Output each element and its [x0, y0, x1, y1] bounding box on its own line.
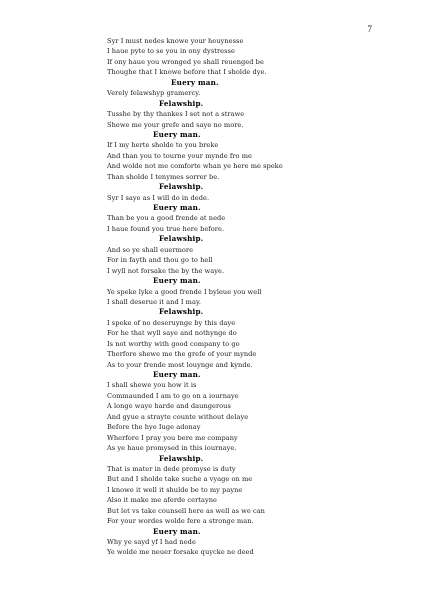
verse-line: But let vs take counsell here as well as we can: [107, 506, 265, 515]
verse-line: Ye speke lyke a good frende I byleue you well: [107, 287, 262, 296]
verse-line: I haue found you true here before.: [107, 224, 225, 233]
speaker-heading: Felawship.: [159, 234, 204, 244]
speaker-heading: Euery man.: [153, 370, 201, 379]
verse-line: Than sholde I tenymes sorrer be.: [107, 172, 220, 181]
verse-line: I shall shewe you how it is: [107, 381, 197, 390]
verse-line: Than be you a good frende at nede: [107, 214, 226, 223]
speaker-heading: Felawship.: [159, 453, 204, 463]
speaker-heading: Euery man.: [153, 129, 201, 139]
verse-line: And gyue a strayte counte without delaye: [107, 412, 249, 421]
verse-line: Is not worthy with good company to go: [107, 339, 240, 348]
verse-line: A longe waye harde and daungerous: [107, 402, 231, 411]
speaker-heading: Felawship.: [159, 182, 204, 192]
verse-line: Tusshe by thy thankes I set not a strawe: [107, 110, 245, 119]
verse-line: But and I sholde take suche a vyage on me: [107, 475, 253, 484]
speaker-heading: Euery man.: [171, 77, 219, 87]
verse-line: Before the hye Iuge adonay: [107, 423, 201, 432]
speaker-heading: Euery man.: [153, 203, 201, 212]
verse-line: Therfore shewe me the grefe of your mynde: [107, 350, 257, 359]
verse-line: Commaunded I am to go on a iournaye: [107, 391, 239, 400]
verse-line: I speke of no deseruynge by this daye: [107, 318, 236, 327]
verse-line: Thoughe that I knowe before that I sholde dye.: [107, 68, 267, 77]
verse-line: I wyll not forsake the by the waye.: [107, 266, 225, 275]
verse-line: Syr I saye as I will do in dede.: [107, 193, 210, 202]
verse-line: Syr I must nedes knowe your heuynesse: [107, 37, 244, 45]
verse-line: And so ye shall euermore: [107, 245, 194, 254]
verse-line: As to your frende most louynge and kynde.: [107, 360, 253, 369]
verse-line: For your wordes wolde fere a stronge man.: [107, 517, 254, 526]
verse-line: I haue pyte to se you in ony dystresse: [107, 47, 235, 56]
verse-line: For in fayth and thou go to hell: [107, 256, 213, 265]
verse-line: That is mater in dede promyse is duty: [107, 464, 236, 473]
speaker-heading: Euery man.: [153, 526, 201, 536]
speaker-heading: Felawship.: [159, 307, 204, 317]
verse-line: Wherfore I pray you bere me company: [107, 433, 238, 442]
verse-line: For he that wyll saye and nothynge do: [107, 329, 237, 338]
speaker-heading: Euery man.: [153, 276, 201, 286]
poem-text-block: [107, 36, 407, 558]
verse-line: I knowe it well it shulde be to my payne: [107, 485, 243, 494]
verse-line: If I my herte sholde to you breke: [107, 141, 219, 150]
verse-line: Verely felawshyp gramercy.: [107, 89, 201, 98]
verse-line: And wolde not me comforte whan ye here me speke: [107, 162, 283, 171]
verse-line: If ony haue you wronged ye shall reuenged be: [107, 57, 264, 66]
verse-line: Shewe me your grefe and saye no more.: [107, 120, 244, 129]
verse-line: I shall deserue it and I may.: [107, 297, 202, 306]
verse-line: Why ye sayd yf I had nede: [107, 538, 196, 546]
page-number: 7: [367, 24, 372, 34]
verse-line: And than you to tourne your mynde fro me: [107, 151, 252, 160]
verse-line: Also it make me aferde certayne: [107, 496, 217, 505]
verse-line: Ye wolde me neuer forsake quycke ne deed: [107, 548, 254, 557]
verse-line: As ye haue promysed in this iournaye.: [107, 444, 237, 453]
speaker-heading: Felawship.: [159, 98, 204, 108]
